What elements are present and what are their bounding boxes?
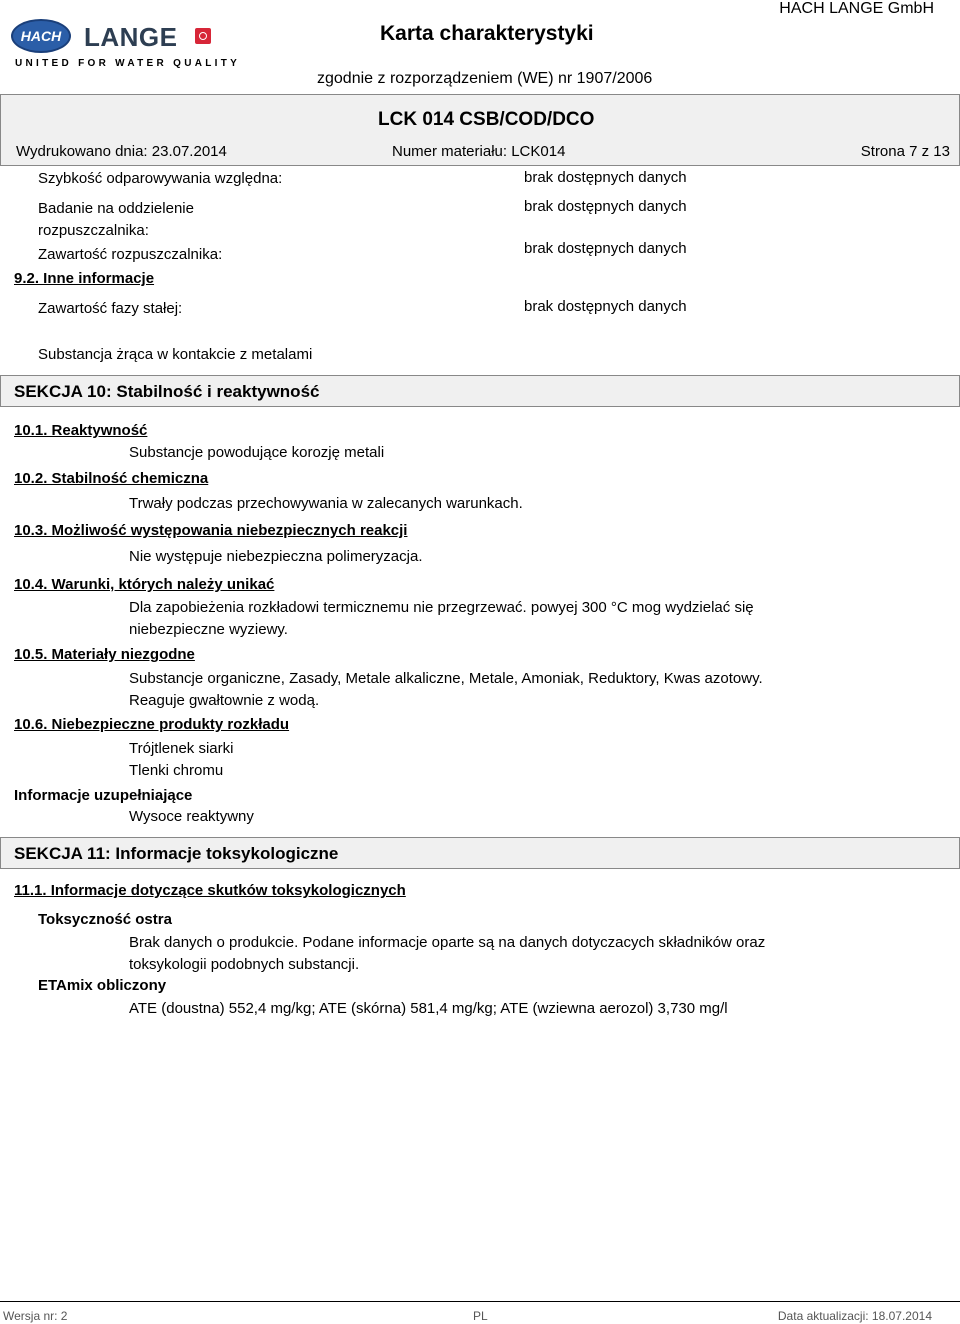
document-title: Karta charakterystyki	[380, 22, 594, 45]
section-11-title: SEKCJA 11: Informacje toksykologiczne	[14, 844, 339, 863]
prop-label: Badanie na oddzielenie	[38, 200, 194, 217]
subsection-heading-10-6: 10.6. Niebezpieczne produkty rozkładu	[14, 716, 290, 733]
subsection-text: niebezpieczne wyziewy.	[129, 621, 288, 638]
product-code: LCK 014 CSB/COD/DCO	[378, 109, 595, 130]
prop-value: brak dostępnych danych	[524, 198, 687, 215]
subsection-text: Trójtlenek siarki	[129, 740, 234, 757]
footer-language: PL	[473, 1309, 488, 1323]
subsection-heading-10-2: 10.2. Stabilność chemiczna	[14, 470, 209, 487]
acute-toxicity-heading: Toksyczność ostra	[38, 911, 172, 928]
prop-label: Zawartość rozpuszczalnika:	[38, 246, 223, 263]
subsection-text: Trwały podczas przechowywania w zalecanych warunkach.	[129, 495, 523, 512]
subsection-text: ATE (doustna) 552,4 mg/kg; ATE (skórna) 581,4 mg/kg; ATE (wziewna aerozol) 3,730 mg/l	[129, 1000, 728, 1017]
corrosive-note: Substancja żrąca w kontakcie z metalami	[38, 346, 313, 363]
lange-logo: LANGE	[84, 22, 178, 52]
subsection-text: Substancje organiczne, Zasady, Metale alkaliczne, Metale, Amoniak, Reduktory, Kwas azotowy.	[129, 670, 763, 687]
material-number: Numer materiału: LCK014	[392, 143, 566, 160]
prop-value: brak dostępnych danych	[524, 240, 687, 257]
subsection-text: Brak danych o produkcie. Podane informacje oparte są na danych dotyczacych składników oraz	[129, 934, 766, 951]
regulation-line: zgodnie z rozporządzeniem (WE) nr 1907/2006	[317, 70, 653, 87]
extra-info-heading: Informacje uzupełniające	[14, 787, 193, 804]
page-number: Strona 7 z 13	[860, 143, 950, 160]
hach-logo: HACH	[11, 19, 71, 53]
footer-divider	[0, 1301, 960, 1302]
print-date: Wydrukowano dnia: 23.07.2014	[16, 143, 227, 160]
prop-label: rozpuszczalnika:	[38, 222, 149, 239]
subsection-heading-10-5: 10.5. Materiały niezgodne	[14, 646, 195, 663]
subsection-heading-10-4: 10.4. Warunki, których należy unikać	[14, 576, 275, 593]
footer-update-date: Data aktualizacji: 18.07.2014	[777, 1309, 932, 1323]
subsection-text: Nie występuje niebezpieczna polimeryzacja.	[129, 548, 423, 565]
subsection-text: Substancje powodujące korozję metali	[129, 444, 385, 461]
subsection-heading-10-3: 10.3. Możliwość występowania niebezpiecznych reakcji	[14, 522, 408, 539]
prop-label: Zawartość fazy stałej:	[38, 300, 183, 317]
prop-value: brak dostępnych danych	[524, 298, 687, 315]
subsection-text: toksykologii podobnych substancji.	[129, 956, 360, 973]
section-10-title: SEKCJA 10: Stabilność i reaktywność	[14, 382, 320, 401]
subsection-text: Tlenki chromu	[129, 762, 224, 779]
etamix-heading: ETAmix obliczony	[38, 977, 167, 994]
company-name: HACH LANGE GmbH	[779, 0, 934, 17]
prop-value: brak dostępnych danych	[524, 169, 687, 186]
tagline: UNITED FOR WATER QUALITY	[15, 58, 241, 69]
subsection-text: Wysoce reaktywny	[129, 808, 254, 825]
subsection-heading-11-1: 11.1. Informacje dotyczące skutków toksykologicznych	[14, 882, 406, 899]
lange-logo-mark-icon	[195, 28, 211, 44]
prop-label: Szybkość odparowywania względna:	[38, 170, 283, 187]
subsection-text: Dla zapobieżenia rozkładowi termicznemu nie przegrzewać. powyej 300 °C mog wydzielać się	[129, 599, 754, 616]
footer-version: Wersja nr: 2	[3, 1309, 68, 1323]
subsection-heading-10-1: 10.1. Reaktywność	[14, 422, 148, 439]
subsection-heading-9-2: 9.2. Inne informacje	[14, 270, 155, 287]
subsection-text: Reaguje gwałtownie z wodą.	[129, 692, 320, 709]
